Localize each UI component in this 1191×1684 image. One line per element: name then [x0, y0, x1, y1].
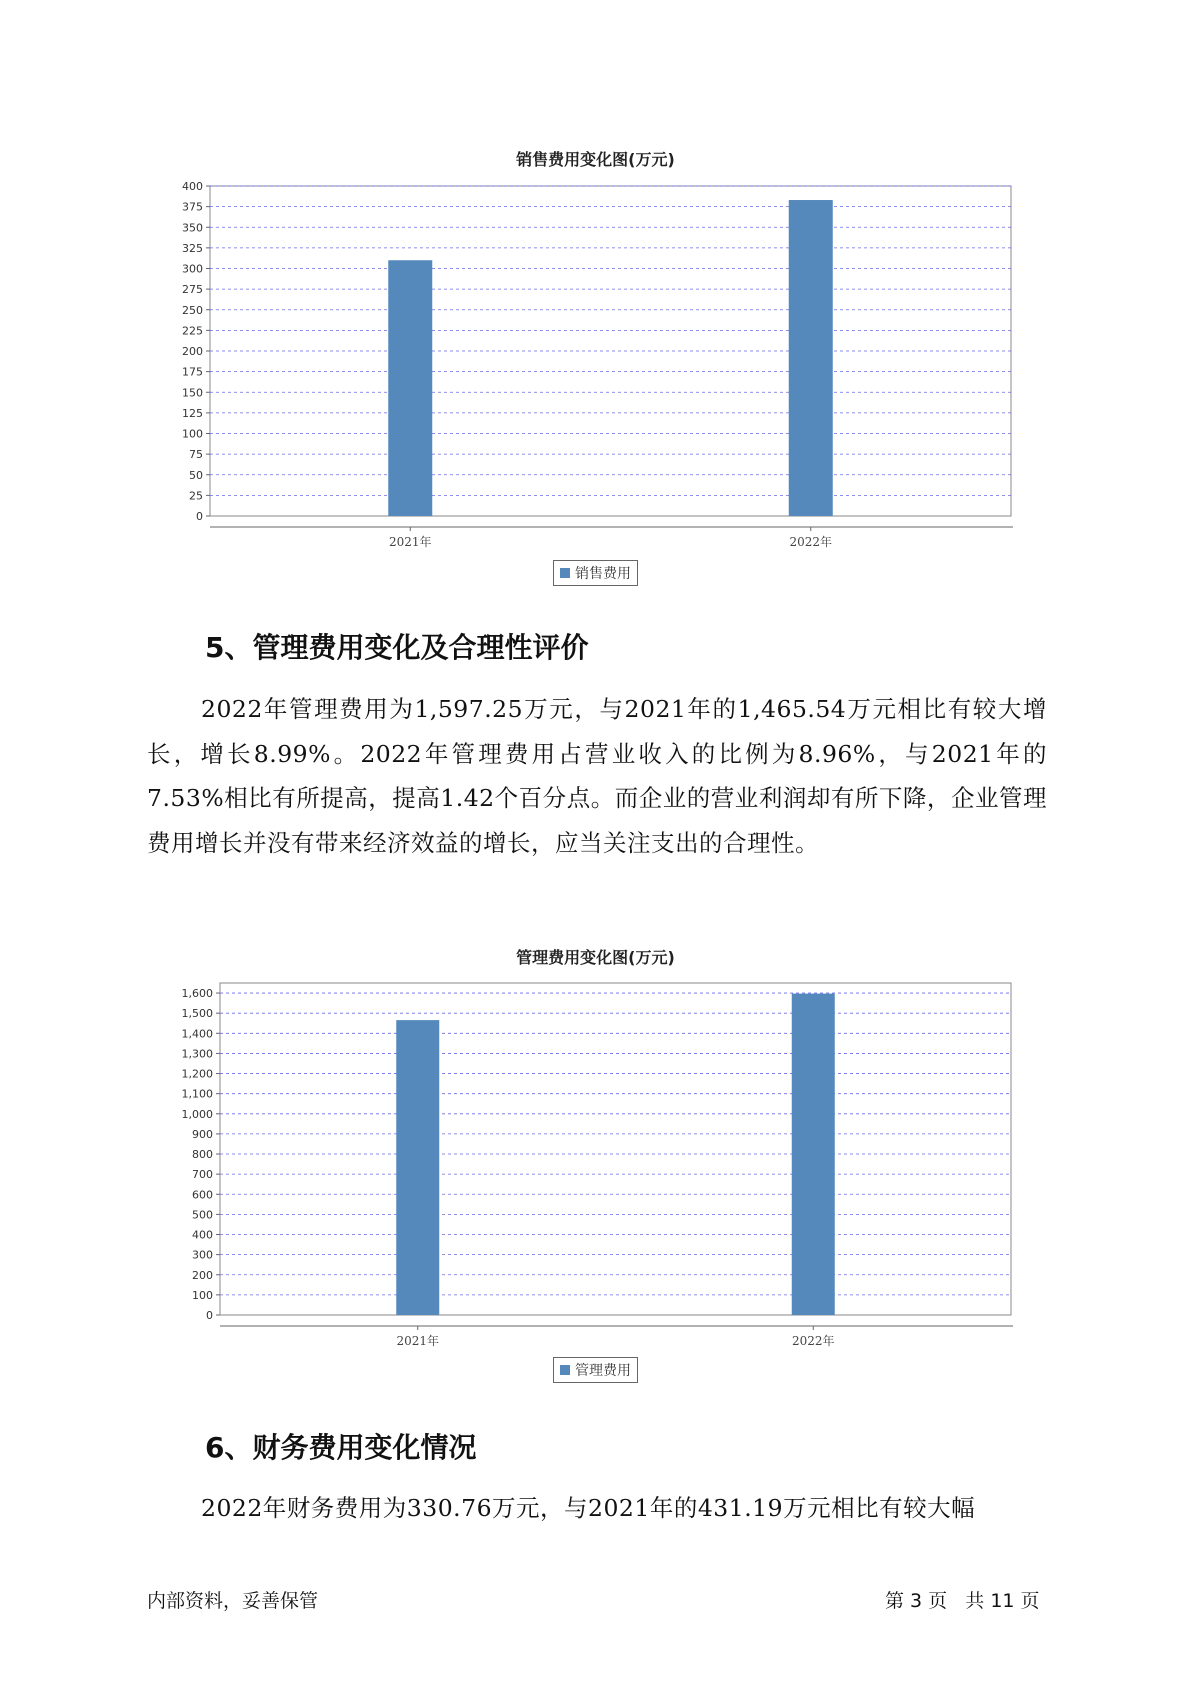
y-tick-label: 200: [182, 345, 203, 358]
section-heading-5: 5、管理费用变化及合理性评价: [205, 631, 589, 664]
y-tick-label: 1,500: [181, 1007, 213, 1021]
y-tick-label: 600: [192, 1188, 213, 1202]
y-tick-label: 400: [182, 180, 203, 193]
y-tick-label: 275: [182, 283, 203, 297]
legend-swatch: [560, 1365, 570, 1375]
y-tick-label: 100: [192, 1288, 213, 1302]
y-tick-label: 225: [182, 324, 203, 338]
y-tick-label: 500: [192, 1208, 213, 1222]
footer-page-number: 第 3 页 共 11 页: [885, 1590, 1040, 1612]
chart-legend-management-expense: [553, 1357, 638, 1383]
y-tick-label: 1,600: [181, 987, 213, 1001]
y-tick-label: 1,300: [181, 1047, 213, 1061]
legend-label: 销售费用: [575, 566, 631, 582]
x-tick-label: 2021年: [388, 535, 432, 549]
x-tick-label: 2022年: [789, 535, 833, 549]
y-tick-label: 400: [192, 1228, 213, 1242]
section-6-paragraph: 2022年财务费用为330.76万元，与2021年的431.19万元相比有较大幅: [201, 1494, 976, 1522]
section-5-paragraph: 2022年管理费用为1,597.25万元，与2021年的1,465.54万元相比有较大增长，增长8.99%。2022年管理费用占营业收入的比例为8.96%，与2021年的7.53%相比有所提高，提高1.42个百分点。而企业的营业利润却有所下降，企业管理费用增长并没有带来经济效益的增长，应当关注支出的合理性。: [147, 695, 1047, 857]
y-tick-label: 75: [189, 448, 203, 462]
bar: [396, 1020, 439, 1315]
y-tick-label: 350: [182, 221, 203, 235]
y-tick-label: 800: [192, 1148, 213, 1162]
y-tick-label: 250: [182, 303, 203, 317]
section-heading-6: 6、财务费用变化情况: [205, 1431, 477, 1464]
x-tick-label: 2021年: [396, 1334, 440, 1348]
y-tick-label: 0: [206, 1309, 213, 1322]
y-tick-label: 150: [182, 386, 203, 400]
y-tick-label: 900: [192, 1127, 213, 1141]
chart-title-selling-expense: 销售费用变化图(万元): [516, 150, 675, 169]
y-tick-label: 175: [182, 365, 203, 379]
y-tick-label: 300: [182, 262, 203, 276]
y-tick-label: 0: [196, 510, 203, 523]
y-tick-label: 100: [182, 427, 203, 441]
x-tick-label: 2022年: [791, 1334, 835, 1348]
y-tick-label: 200: [192, 1268, 213, 1282]
chart-title-management-expense: 管理费用变化图(万元): [516, 948, 675, 967]
y-tick-label: 375: [182, 200, 203, 214]
y-tick-label: 1,100: [181, 1087, 213, 1101]
footer-confidential-note: 内部资料，妥善保管: [147, 1590, 319, 1612]
y-tick-label: 1,000: [181, 1107, 213, 1121]
y-tick-label: 1,200: [181, 1067, 213, 1081]
y-tick-label: 325: [182, 241, 203, 255]
y-tick-label: 300: [192, 1248, 213, 1262]
y-tick-label: 700: [192, 1168, 213, 1182]
plot-area: [220, 983, 1011, 1315]
y-tick-label: 125: [182, 406, 203, 420]
legend-label: 管理费用: [575, 1363, 631, 1379]
y-tick-label: 50: [189, 468, 203, 482]
y-tick-label: 25: [189, 489, 203, 503]
bar: [792, 994, 835, 1315]
y-tick-label: 1,400: [181, 1027, 213, 1041]
